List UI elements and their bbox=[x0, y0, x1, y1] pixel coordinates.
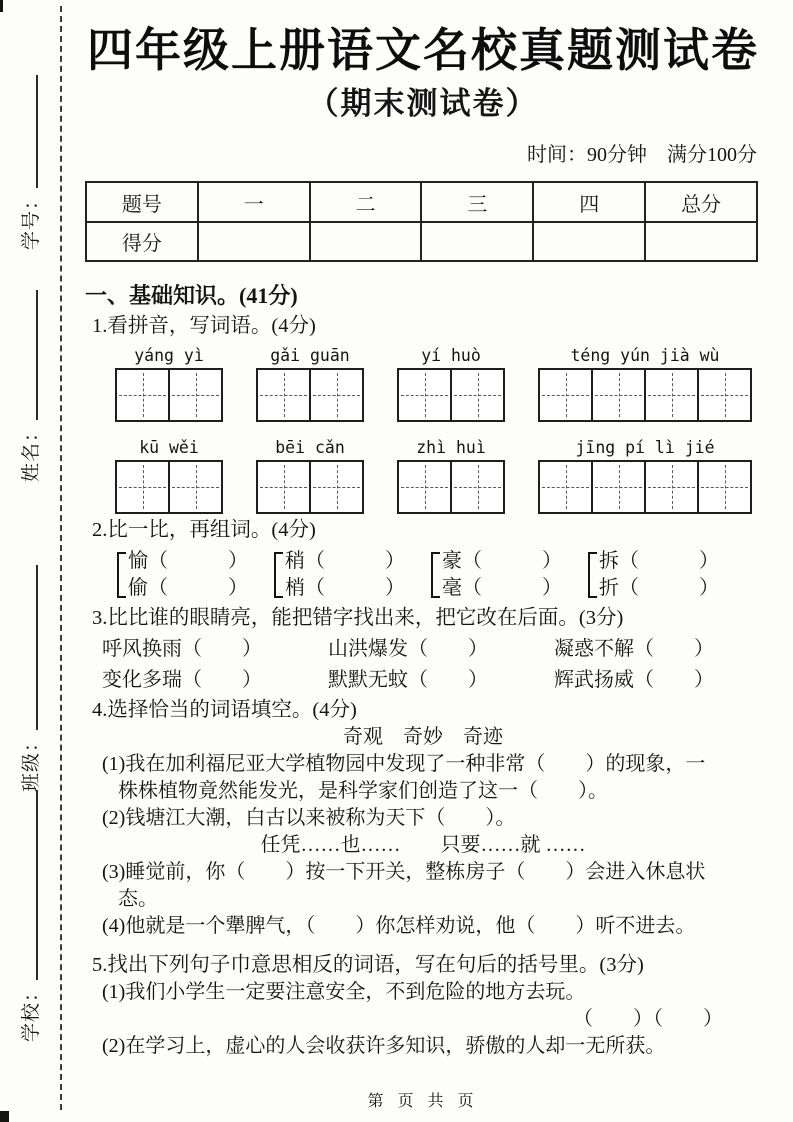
answer-blank: （ ） bbox=[305, 550, 405, 573]
pinyin-word-group bbox=[256, 438, 364, 514]
idiom-text: 默默无蚊 bbox=[328, 669, 408, 692]
score-table-header-row bbox=[86, 182, 757, 222]
pinyin-word-group bbox=[115, 438, 223, 514]
writing-cell bbox=[540, 370, 591, 420]
writing-grid bbox=[256, 368, 364, 422]
student-class-label: 班级： bbox=[20, 731, 42, 792]
main-content bbox=[85, 0, 761, 1111]
pair-character: 折 bbox=[599, 577, 619, 600]
paper-subtitle: （期末测试卷） bbox=[307, 85, 539, 121]
question-4-item-3-line-2: 态。 bbox=[118, 888, 158, 911]
question-5-item-1: (1)我们小学生一定要注意安全，不到危险的地方去玩。 bbox=[102, 981, 586, 1004]
question-4-item-3-line-1: (3)睡觉前，你（ ）按一下开关，整栋房子（ ）会进入休息状 bbox=[102, 861, 706, 884]
writing-cell bbox=[697, 462, 750, 512]
pair-character: 偷 bbox=[128, 577, 148, 600]
student-school-blank-line bbox=[21, 790, 38, 980]
pair-character: 豪 bbox=[442, 550, 462, 573]
writing-cell bbox=[697, 370, 750, 420]
pair-bottom-line bbox=[128, 575, 248, 602]
writing-cell bbox=[117, 462, 168, 512]
pair-character: 梢 bbox=[285, 577, 305, 600]
pair-column bbox=[285, 548, 405, 602]
writing-cell bbox=[450, 370, 503, 420]
answer-blank: （ ） bbox=[408, 669, 488, 692]
score-table-score-row bbox=[86, 222, 757, 261]
answer-blank: （ ） bbox=[182, 669, 262, 692]
word-bank-1: 奇观 奇妙 奇迹 bbox=[343, 726, 503, 749]
pinyin-label: téng yún jià wù bbox=[570, 346, 720, 366]
writing-cell bbox=[309, 462, 362, 512]
answer-blank: （ ） bbox=[408, 638, 488, 661]
answer-blank: （ ） bbox=[148, 577, 248, 600]
score-table bbox=[85, 181, 758, 262]
pinyin-row-2 bbox=[115, 438, 761, 514]
pinyin-word-group bbox=[397, 346, 505, 422]
student-name-label: 姓名： bbox=[20, 421, 42, 482]
idiom-text: 呼风换雨 bbox=[102, 638, 182, 661]
pinyin-label: kū wěi bbox=[139, 438, 199, 458]
score-table-col-3: 三 bbox=[421, 182, 533, 222]
answer-blank: （ ） bbox=[634, 638, 714, 661]
character-pairs-row bbox=[117, 548, 761, 602]
score-row-label: 得分 bbox=[86, 222, 198, 261]
character-pair bbox=[588, 548, 719, 602]
score-table-col-2: 二 bbox=[310, 182, 422, 222]
writing-cell bbox=[168, 462, 221, 512]
sidebar-dashed-divider bbox=[60, 6, 62, 1110]
writing-cell bbox=[540, 462, 591, 512]
writing-cell bbox=[399, 462, 450, 512]
answer-blank: （ ） bbox=[619, 550, 719, 573]
answer-blank: （ ） bbox=[462, 577, 562, 600]
paper-title: 四年级上册语文名校真题测试卷 bbox=[87, 24, 759, 76]
question-2-heading: 2.比一比，再组词。(4分) bbox=[92, 519, 316, 542]
pinyin-word-group bbox=[538, 438, 752, 514]
question-4-item-2: (2)钱塘江大潮，白古以来被称为天下（ ）。 bbox=[102, 807, 516, 830]
student-name-field bbox=[14, 290, 44, 482]
score-table-question-number-label: 题号 bbox=[86, 182, 198, 222]
bracket-icon bbox=[117, 552, 126, 598]
student-class-blank-line bbox=[21, 565, 38, 730]
question-5-item-2: (2)在学习上，虚心的人会收获许多知识，骄傲的人却一无所获。 bbox=[102, 1035, 666, 1058]
student-id-field bbox=[14, 75, 44, 250]
word-bank-2: 任凭……也…… 只要……就 …… bbox=[260, 834, 586, 857]
score-cell-empty bbox=[533, 222, 645, 261]
writing-grid bbox=[256, 460, 364, 514]
writing-grid bbox=[538, 368, 752, 422]
writing-cell bbox=[258, 462, 309, 512]
exam-time-and-score-info: 时间：90分钟 满分100分 bbox=[527, 144, 757, 167]
score-cell-empty bbox=[198, 222, 310, 261]
pair-bottom-line bbox=[599, 575, 719, 602]
question-4-item-4: (4)他就是一个犟脾气，（ ）你怎样劝说，他（ ）听不进去。 bbox=[102, 915, 696, 938]
idiom-item bbox=[328, 636, 554, 663]
writing-cell bbox=[450, 462, 503, 512]
pair-character: 毫 bbox=[442, 577, 462, 600]
student-id-blank-line bbox=[21, 75, 38, 188]
question-5-heading: 5.找出下列句子巾意思相反的词语，写在句后的括号里。(3分) bbox=[92, 954, 644, 977]
answer-blank: （ ） bbox=[634, 669, 714, 692]
writing-grid bbox=[115, 368, 223, 422]
writing-cell bbox=[258, 370, 309, 420]
page-footer: 第 页 共 页 bbox=[367, 1093, 479, 1111]
pinyin-label: jīng pí lì jié bbox=[575, 438, 715, 458]
answer-blank: （ ） bbox=[305, 577, 405, 600]
question-4-item-1-line-1: (1)我在加利福尼亚大学植物园中发现了一种非常（ ）的现象，一 bbox=[102, 753, 706, 776]
question-5-item-1-answer-blanks: （ ）（ ） bbox=[573, 1008, 723, 1031]
pinyin-row-1 bbox=[115, 346, 761, 422]
student-id-label: 学号： bbox=[20, 189, 42, 250]
pinyin-word-group bbox=[397, 438, 505, 514]
pair-column bbox=[128, 548, 248, 602]
idiom-item bbox=[102, 636, 328, 663]
writing-grid bbox=[397, 460, 505, 514]
pair-top-line bbox=[128, 548, 248, 575]
pair-character: 愉 bbox=[128, 550, 148, 573]
answer-blank: （ ） bbox=[148, 550, 248, 573]
writing-grid bbox=[397, 368, 505, 422]
bracket-icon bbox=[588, 552, 597, 598]
writing-grid bbox=[115, 460, 223, 514]
pinyin-word-group bbox=[538, 346, 752, 422]
answer-blank: （ ） bbox=[462, 550, 562, 573]
character-pair bbox=[431, 548, 562, 602]
idiom-text: 凝惑不解 bbox=[554, 638, 634, 661]
registration-mark-top-left bbox=[0, 0, 3, 12]
section-1-heading: 一、基础知识。(41分) bbox=[85, 283, 298, 309]
bracket-icon bbox=[431, 552, 440, 598]
writing-grid bbox=[538, 460, 752, 514]
bracket-icon bbox=[274, 552, 283, 598]
pair-top-line bbox=[285, 548, 405, 575]
writing-cell bbox=[399, 370, 450, 420]
score-cell-empty bbox=[645, 222, 757, 261]
answer-blank: （ ） bbox=[619, 577, 719, 600]
pair-bottom-line bbox=[285, 575, 405, 602]
idiom-item bbox=[102, 667, 328, 694]
character-pair bbox=[274, 548, 405, 602]
question-3-heading: 3.比比谁的眼睛亮，能把错字找出来，把它改在后面。(3分) bbox=[92, 607, 624, 630]
character-pair bbox=[117, 548, 248, 602]
student-school-field bbox=[14, 790, 44, 1042]
student-school-label: 学校： bbox=[20, 981, 42, 1042]
registration-mark-bottom-left bbox=[0, 1111, 9, 1122]
pair-bottom-line bbox=[442, 575, 562, 602]
answer-blank: （ ） bbox=[182, 638, 262, 661]
idiom-item bbox=[328, 667, 554, 694]
score-table-total-label: 总分 bbox=[645, 182, 757, 222]
writing-cell bbox=[591, 462, 644, 512]
pinyin-label: zhì huì bbox=[416, 438, 486, 458]
pinyin-word-group bbox=[115, 346, 223, 422]
pair-character: 拆 bbox=[599, 550, 619, 573]
pair-top-line bbox=[442, 548, 562, 575]
pinyin-label: gǎi guān bbox=[270, 346, 350, 366]
pair-character: 稍 bbox=[285, 550, 305, 573]
writing-cell bbox=[591, 370, 644, 420]
idiom-item bbox=[554, 636, 714, 663]
writing-cell bbox=[644, 370, 697, 420]
wrong-character-row-2 bbox=[85, 667, 761, 694]
question-4-heading: 4.选择恰当的词语填空。(4分) bbox=[92, 699, 357, 722]
score-cell-empty bbox=[310, 222, 422, 261]
idiom-text: 山洪爆发 bbox=[328, 638, 408, 661]
student-name-blank-line bbox=[21, 290, 38, 420]
writing-cell bbox=[644, 462, 697, 512]
pinyin-label: yí huò bbox=[421, 346, 481, 366]
idiom-text: 变化多瑞 bbox=[102, 669, 182, 692]
pair-column bbox=[442, 548, 562, 602]
writing-cell bbox=[117, 370, 168, 420]
score-cell-empty bbox=[421, 222, 533, 261]
score-table-col-4: 四 bbox=[533, 182, 645, 222]
writing-cell bbox=[168, 370, 221, 420]
student-class-field bbox=[14, 565, 44, 792]
pinyin-label: yáng yì bbox=[134, 346, 204, 366]
pair-column bbox=[599, 548, 719, 602]
writing-cell bbox=[309, 370, 362, 420]
wrong-character-row-1 bbox=[85, 636, 761, 663]
pair-top-line bbox=[599, 548, 719, 575]
question-1-heading: 1.看拼音，写词语。(4分) bbox=[92, 315, 316, 338]
idiom-text: 辉武扬威 bbox=[554, 669, 634, 692]
pinyin-word-group bbox=[256, 346, 364, 422]
question-4-item-1-line-2: 株株植物竟然能发光，是科学家们创造了这一（ ）。 bbox=[118, 780, 608, 803]
score-table-col-1: 一 bbox=[198, 182, 310, 222]
idiom-item bbox=[554, 667, 714, 694]
pinyin-label: bēi cǎn bbox=[275, 438, 345, 458]
